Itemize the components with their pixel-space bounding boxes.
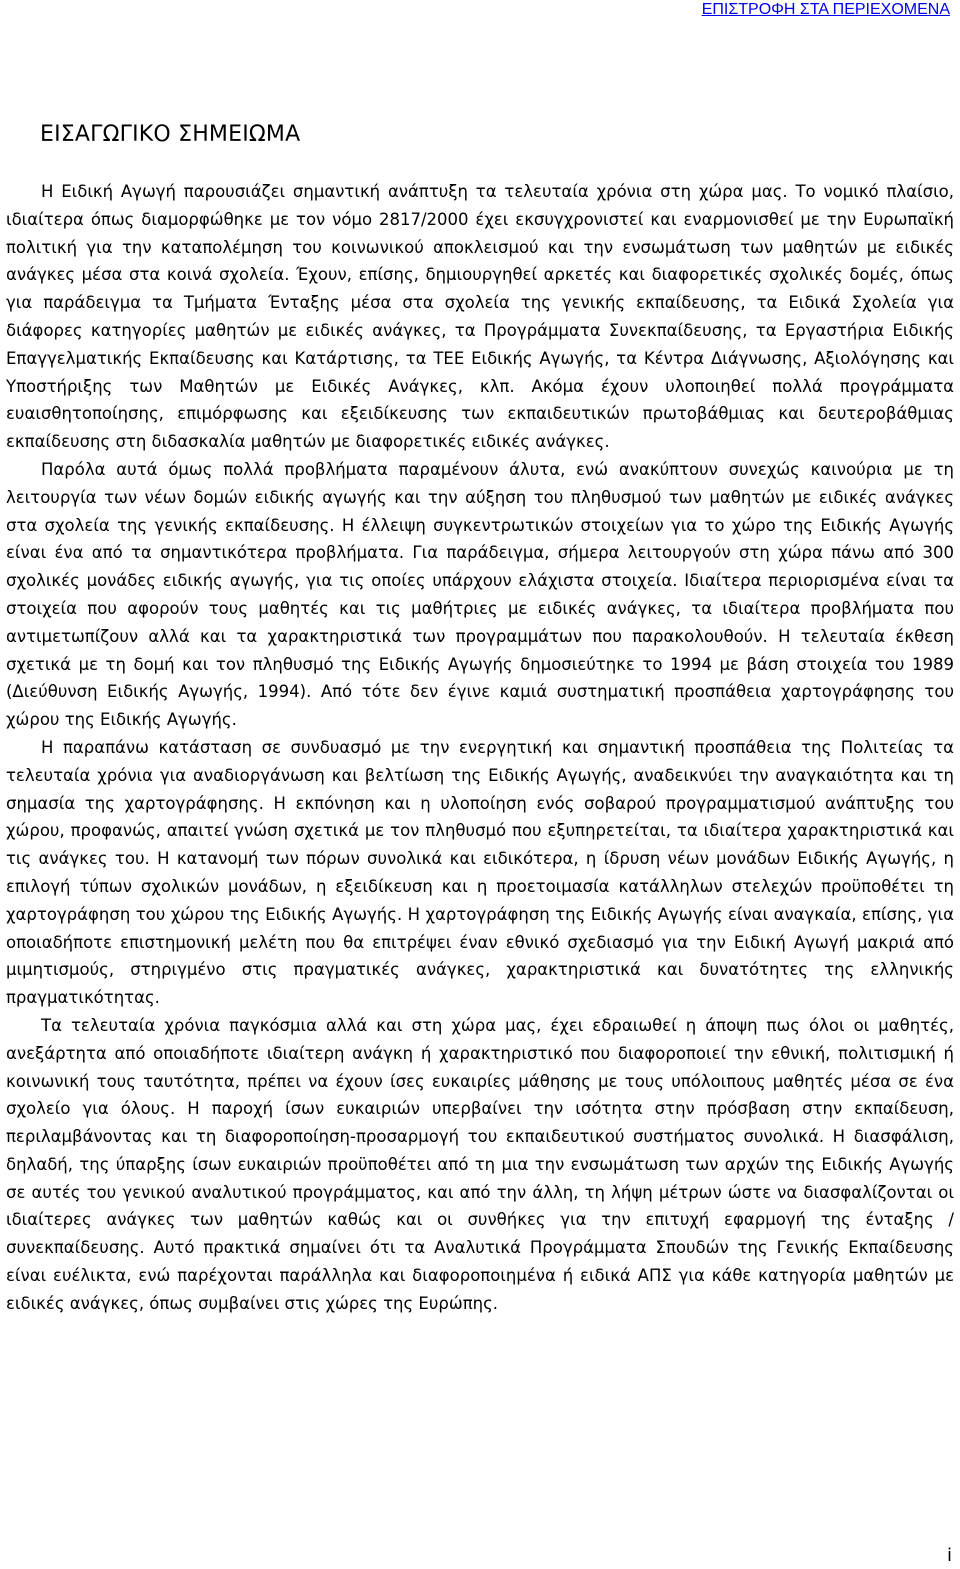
back-to-contents-link[interactable]: ΕΠΙΣΤΡΟΦΗ ΣΤΑ ΠΕΡΙΕΧΟΜΕΝΑ	[701, 1, 950, 18]
page-title: ΕΙΣΑΓΩΓΙΚΟ ΣΗΜΕΙΩΜΑ	[40, 122, 301, 147]
page-number: i	[946, 1545, 952, 1566]
body-text	[6, 178, 954, 1318]
paragraph: Η παραπάνω κατάσταση σε συνδυασμό με την ενεργητική και σημαντική προσπάθεια της Πολιτείας τα τελευταία χρόνια για αναδιοργάνωση και βελτίωση της Ειδικής Αγωγής, αναδεικνύει την αναγκαιότητα και τη σημασία της χαρτογράφησης. Η εκπόνηση και η υλοποίηση ενός σοβαρού προγραμματισμού ανάπτυξης του χώρου, προφανώς, απαιτεί γνώση σχετικά με τον πληθυσμό που εξυπηρετείται, τα ιδιαίτερα χαρακτηριστικά και τις ανάγκες του. Η κατανομή των πόρων συνολικά και ειδικότερα, η ίδρυση νέων μονάδων Ειδικής Αγωγής, η επιλογή τύπων σχολικών μονάδων, η εξειδίκευση και η προετοιμασία κατάλληλων στελεχών προϋποθέτει τη χαρτογράφηση του χώρου της Ειδικής Αγωγής. Η χαρτογράφηση της Ειδικής Αγωγής είναι αναγκαία, επίσης, για οποιαδήποτε επιστημονική μελέτη που θα επιτρέψει έναν εθνικό σχεδιασμό για την Ειδική Αγωγή μακριά από μιμητισμούς, στηριγμένο στις πραγματικές ανάγκες, χαρακτηριστικά και δυνατότητες της ελληνικής πραγματικότητας.	[6, 737, 954, 1008]
paragraph: Παρόλα αυτά όμως πολλά προβλήματα παραμένουν άλυτα, ενώ ανακύπτουν συνεχώς καινούρια με τη λειτουργία των νέων δομών ειδικής αγωγής και την αύξηση του πληθυσμού των μαθητών με ειδικές ανάγκες στα σχολεία της γενικής εκπαίδευσης. Η έλλειψη συγκεντρωτικών στοιχείων για το χώρο της Ειδικής Αγωγής είναι ένα από τα σημαντικότερα προβλήματα. Για παράδειγμα, σήμερα λειτουργούν στη χώρα πάνω από 300 σχολικές μονάδες ειδικής αγωγής, για τις οποίες υπάρχουν ελάχιστα στοιχεία. Ιδιαίτερα περιορισμένα είναι τα στοιχεία που αφορούν τους μαθητές και τις μαθήτριες με ειδικές ανάγκες, τα ιδιαίτερα προβλήματα που αντιμετωπίζουν αλλά και τα χαρακτηριστικά των προγραμμάτων που παρακολουθούν. Η τελευταία έκθεση σχετικά με τη δομή και τον πληθυσμό της Ειδικής Αγωγής δημοσιεύτηκε το 1994 με βάση στοιχεία του 1989 (Διεύθυνση Ειδικής Αγωγής, 1994). Από τότε δεν έγινε καμιά συστηματική προσπάθεια χαρτογράφησης του χώρου της Ειδικής Αγωγής.	[6, 459, 954, 730]
paragraph: Τα τελευταία χρόνια παγκόσμια αλλά και στη χώρα μας, έχει εδραιωθεί η άποψη πως όλοι οι μαθητές, ανεξάρτητα από οποιαδήποτε ιδιαίτερη ανάγκη ή χαρακτηριστικό που διαφοροποιεί την εθνική, πολιτισμική ή κοινωνική τους ταυτότητα, πρέπει να έχουν ίσες ευκαιρίες μάθησης με τους υπόλοιπους μαθητές μέσα σε ένα σχολείο για όλους. Η παροχή ίσων ευκαιριών υπερβαίνει την ισότητα στην πρόσβαση στην εκπαίδευση, περιλαμβάνοντας και τη διαφοροποίηση-προσαρμογή του εκπαιδευτικού συστήματος συνολικά. Η διασφάλιση, δηλαδή, της ύπαρξης ίσων ευκαιριών προϋποθέτει από τη μια την ενσωμάτωση των αρχών της Ειδικής Αγωγής σε αυτές του γενικού αναλυτικού προγράμματος, και από την άλλη, τη λήψη μέτρων ώστε να διασφαλίζονται οι ιδιαίτερες ανάγκες των μαθητών καθώς και οι συνθήκες για την επιτυχή εφαρμογή της ένταξης / συνεκπαίδευσης. Αυτό πρακτικά σημαίνει ότι τα Αναλυτικά Προγράμματα Σπουδών της Γενικής Εκπαίδευσης είναι ευέλικτα, ενώ παρέχονται παράλληλα και διαφοροποιημένα ή ειδικά ΑΠΣ για κάθε κατηγορία μαθητών με ειδικές ανάγκες, όπως συμβαίνει στις χώρες της Ευρώπης.	[6, 1015, 954, 1313]
paragraph: Η Ειδική Αγωγή παρουσιάζει σημαντική ανάπτυξη τα τελευταία χρόνια στη χώρα μας. Το νομικό πλαίσιο, ιδιαίτερα όπως διαμορφώθηκε με τον νόμο 2817/2000 έχει εκσυγχρονιστεί και εναρμονισθεί με την Ευρωπαϊκή πολιτική για την καταπολέμηση του κοινωνικού αποκλεισμού και την ενσωμάτωση των μαθητών με ειδικές ανάγκες μέσα στα κοινά σχολεία. Έχουν, επίσης, δημιουργηθεί αρκετές και διαφορετικές σχολικές δομές, όπως για παράδειγμα τα Τμήματα Ένταξης μέσα στα σχολεία της γενικής εκπαίδευσης, τα Ειδικά Σχολεία για διάφορες κατηγορίες μαθητών με ειδικές ανάγκες, τα Προγράμματα Συνεκπαίδευσης, τα Εργαστήρια Ειδικής Επαγγελματικής Εκπαίδευσης και Κατάρτισης, τα ΤΕΕ Ειδικής Αγωγής, τα Κέντρα Διάγνωσης, Αξιολόγησης και Υποστήριξης των Μαθητών με Ειδικές Ανάγκες, κλπ. Ακόμα έχουν υλοποιηθεί πολλά προγράμματα ευαισθητοποίησης, επιμόρφωσης και εξειδίκευσης των εκπαιδευτικών πρωτοβάθμιας και δευτεροβάθμιας εκπαίδευσης στη διδασκαλία μαθητών με διαφορετικές ειδικές ανάγκες.	[6, 182, 954, 452]
